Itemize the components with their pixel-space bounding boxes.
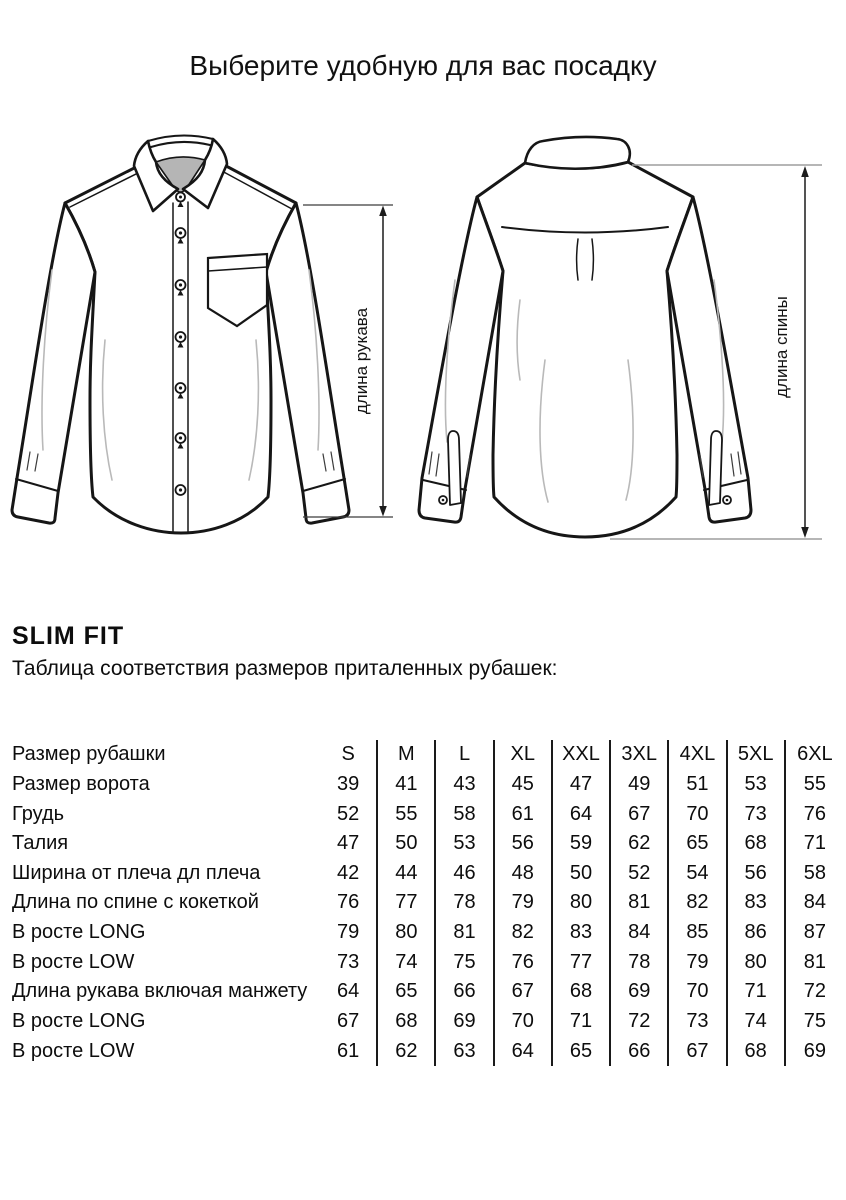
measurement-value: 81 bbox=[611, 888, 669, 918]
size-header-XXL: XXL bbox=[553, 740, 611, 770]
size-table bbox=[12, 740, 844, 1066]
size-header-3XL: 3XL bbox=[611, 740, 669, 770]
measurement-value: 71 bbox=[553, 1007, 611, 1037]
measurement-value: 67 bbox=[611, 799, 669, 829]
measurement-value: 78 bbox=[436, 888, 494, 918]
measurement-value: 74 bbox=[378, 947, 436, 977]
size-header-M: M bbox=[378, 740, 436, 770]
measurement-value: 76 bbox=[320, 888, 378, 918]
measurement-value: 52 bbox=[611, 859, 669, 889]
measurement-value: 45 bbox=[495, 770, 553, 800]
measurement-label: Ширина от плеча дл плеча bbox=[12, 861, 261, 884]
measurement-value: 72 bbox=[611, 1007, 669, 1037]
measurement-value: 64 bbox=[320, 977, 378, 1007]
measurement-value: 55 bbox=[378, 799, 436, 829]
measurement-value: 87 bbox=[803, 921, 826, 944]
measurement-value: 73 bbox=[320, 947, 378, 977]
size-header-L: L bbox=[436, 740, 494, 770]
collar-band bbox=[148, 135, 213, 147]
measurement-value: 77 bbox=[553, 947, 611, 977]
measurement-value: 86 bbox=[728, 918, 786, 948]
measurement-value: 68 bbox=[378, 1007, 436, 1037]
measurement-value: 61 bbox=[320, 1036, 378, 1066]
measurement-value: 67 bbox=[320, 1007, 378, 1037]
measurement-value: 70 bbox=[669, 977, 727, 1007]
measurement-value: 50 bbox=[378, 829, 436, 859]
measurement-label: В росте LONG bbox=[12, 921, 146, 944]
measurement-value: 58 bbox=[436, 799, 494, 829]
measurement-value: 75 bbox=[436, 947, 494, 977]
measurement-value: 68 bbox=[728, 829, 786, 859]
measurement-value: 80 bbox=[378, 918, 436, 948]
measurement-value: 72 bbox=[803, 980, 826, 1003]
measurement-value: 73 bbox=[728, 799, 786, 829]
front-left-sleeve bbox=[12, 203, 95, 523]
measurement-value: 67 bbox=[495, 977, 553, 1007]
measurement-value: 44 bbox=[378, 859, 436, 889]
measurement-value: 64 bbox=[495, 1036, 553, 1066]
measurement-value: 70 bbox=[495, 1007, 553, 1037]
measurement-value: 69 bbox=[611, 977, 669, 1007]
measurement-value: 46 bbox=[436, 859, 494, 889]
back-right-sleeve-placket bbox=[709, 431, 722, 505]
measurement-value: 54 bbox=[669, 859, 727, 889]
measurement-value: 77 bbox=[378, 888, 436, 918]
size-row-label: Размер рубашки bbox=[12, 743, 166, 766]
measurement-value: 69 bbox=[436, 1007, 494, 1037]
measurement-value: 84 bbox=[611, 918, 669, 948]
measurement-value: 65 bbox=[378, 977, 436, 1007]
measurement-value: 64 bbox=[553, 799, 611, 829]
size-header-5XL: 5XL bbox=[728, 740, 786, 770]
measurement-value: 50 bbox=[553, 859, 611, 889]
measurement-label: В росте LONG bbox=[12, 1009, 146, 1032]
measurement-value: 71 bbox=[728, 977, 786, 1007]
measurement-value: 66 bbox=[436, 977, 494, 1007]
measurement-value: 66 bbox=[611, 1036, 669, 1066]
measurement-value: 81 bbox=[436, 918, 494, 948]
measurement-value: 71 bbox=[803, 832, 826, 855]
measurement-label: В росте LOW bbox=[12, 1039, 135, 1062]
table-subtitle: Таблица соответствия размеров приталенных рубашек: bbox=[12, 657, 558, 680]
measurement-value: 81 bbox=[803, 950, 826, 973]
measurement-value: 65 bbox=[669, 829, 727, 859]
size-header-S: S bbox=[320, 740, 378, 770]
measurement-value: 76 bbox=[803, 802, 826, 825]
measurement-value: 41 bbox=[378, 770, 436, 800]
measurement-value: 79 bbox=[320, 918, 378, 948]
size-header-6XL: 6XL bbox=[797, 743, 833, 766]
measurement-value: 39 bbox=[320, 770, 378, 800]
measurement-value: 79 bbox=[495, 888, 553, 918]
measurement-value: 82 bbox=[495, 918, 553, 948]
measurement-value: 52 bbox=[320, 799, 378, 829]
size-header-4XL: 4XL bbox=[669, 740, 727, 770]
measurement-value: 83 bbox=[728, 888, 786, 918]
front-shirt-drawing bbox=[12, 135, 349, 533]
measurement-value: 65 bbox=[553, 1036, 611, 1066]
measurement-label: Длина рукава включая манжету bbox=[12, 980, 308, 1003]
measurement-value: 56 bbox=[728, 859, 786, 889]
back-left-sleeve bbox=[419, 197, 503, 522]
measurement-label: В росте LOW bbox=[12, 950, 135, 973]
back-right-sleeve bbox=[667, 197, 751, 522]
shirt-diagram bbox=[0, 110, 846, 590]
measurement-value: 56 bbox=[495, 829, 553, 859]
front-right-sleeve bbox=[266, 203, 349, 523]
measurement-value: 82 bbox=[669, 888, 727, 918]
measurement-value: 62 bbox=[611, 829, 669, 859]
measurement-label: Длина по спине с кокеткой bbox=[12, 891, 259, 914]
sleeve-length-label: длина рукава bbox=[352, 307, 371, 415]
measurement-value: 78 bbox=[611, 947, 669, 977]
measurement-value: 58 bbox=[803, 861, 826, 884]
measurement-value: 61 bbox=[495, 799, 553, 829]
back-left-sleeve-placket bbox=[448, 431, 461, 505]
size-header-XL: XL bbox=[495, 740, 553, 770]
back-shirt-drawing bbox=[419, 137, 751, 537]
measurement-value: 53 bbox=[728, 770, 786, 800]
back-body bbox=[477, 162, 693, 537]
fit-heading: SLIM FIT bbox=[12, 622, 125, 650]
measurement-value: 68 bbox=[553, 977, 611, 1007]
measurement-value: 42 bbox=[320, 859, 378, 889]
measurement-value: 76 bbox=[495, 947, 553, 977]
measurement-value: 84 bbox=[803, 891, 826, 914]
back-length-label: длина спины bbox=[772, 296, 791, 398]
measurement-label: Размер ворота bbox=[12, 772, 150, 795]
measurement-value: 68 bbox=[728, 1036, 786, 1066]
measurement-value: 80 bbox=[553, 888, 611, 918]
measurement-value: 47 bbox=[553, 770, 611, 800]
measurement-value: 47 bbox=[320, 829, 378, 859]
measurement-value: 51 bbox=[669, 770, 727, 800]
measurement-value: 67 bbox=[669, 1036, 727, 1066]
measurement-value: 55 bbox=[803, 772, 826, 795]
measurement-value: 83 bbox=[553, 918, 611, 948]
measurement-value: 59 bbox=[553, 829, 611, 859]
measurement-value: 53 bbox=[436, 829, 494, 859]
measurement-value: 74 bbox=[728, 1007, 786, 1037]
measurement-value: 80 bbox=[728, 947, 786, 977]
measurement-value: 75 bbox=[803, 1009, 826, 1032]
back-collar bbox=[525, 137, 630, 169]
measurement-value: 85 bbox=[669, 918, 727, 948]
measurement-value: 70 bbox=[669, 799, 727, 829]
measurement-value: 63 bbox=[436, 1036, 494, 1066]
measurement-value: 43 bbox=[436, 770, 494, 800]
measurement-value: 79 bbox=[669, 947, 727, 977]
page-title: Выберите удобную для вас посадку bbox=[189, 50, 657, 81]
measurement-value: 49 bbox=[611, 770, 669, 800]
measurement-label: Грудь bbox=[12, 802, 65, 825]
measurement-value: 69 bbox=[803, 1039, 826, 1062]
measurement-label: Талия bbox=[12, 832, 69, 855]
measurement-value: 48 bbox=[495, 859, 553, 889]
measurement-value: 62 bbox=[378, 1036, 436, 1066]
measurement-value: 73 bbox=[669, 1007, 727, 1037]
